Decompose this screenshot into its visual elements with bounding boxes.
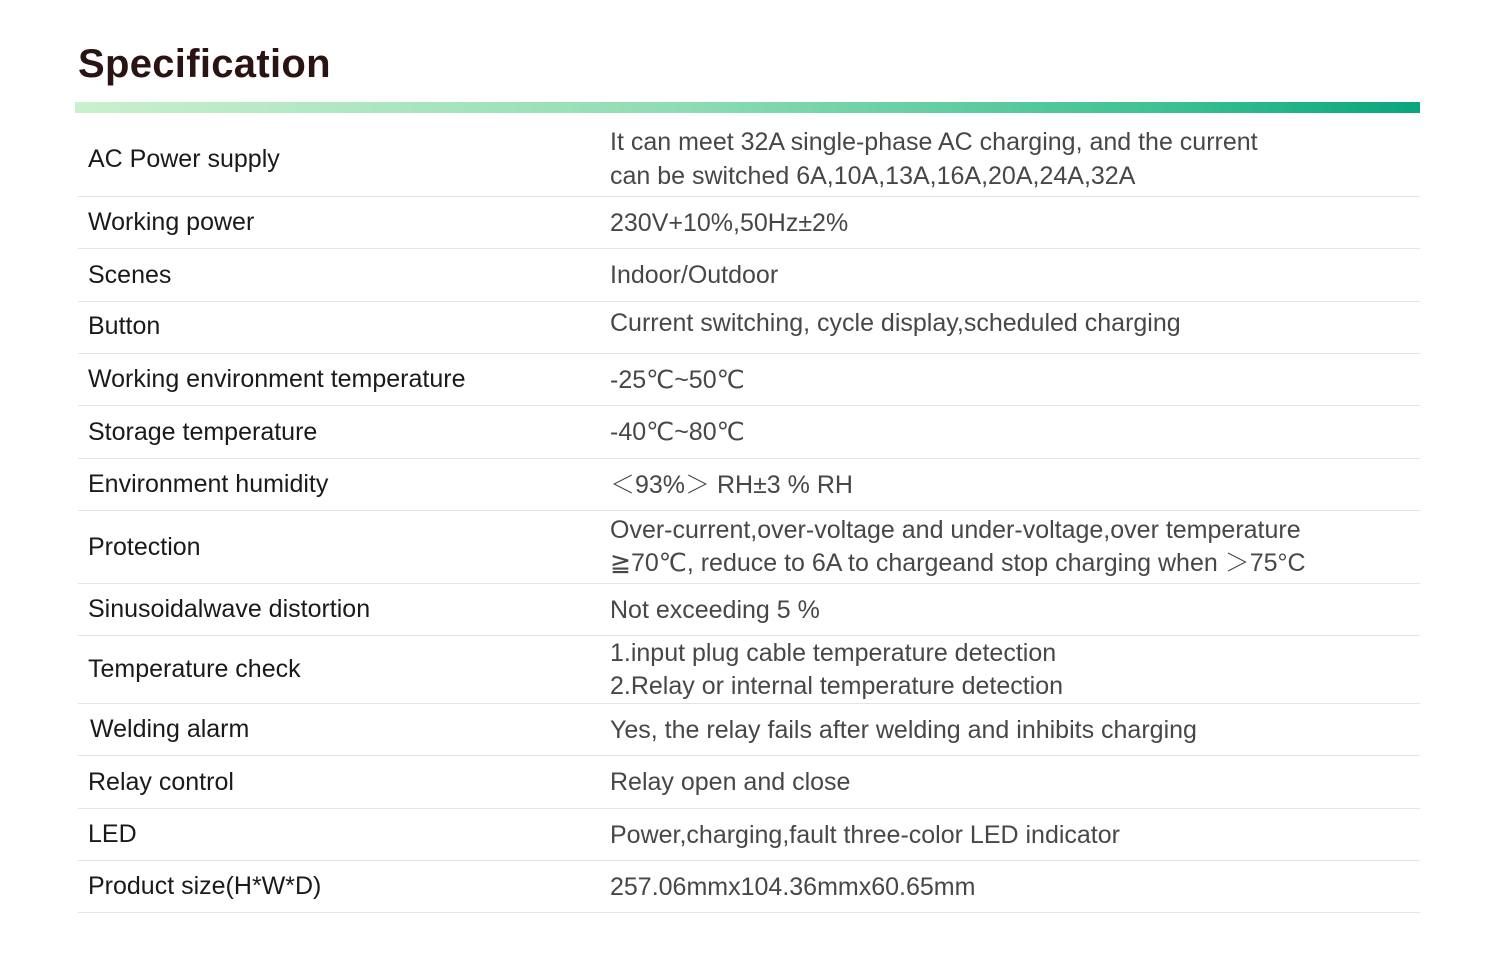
- spec-value: -25℃~50℃: [610, 365, 745, 394]
- table-row: [78, 459, 1420, 511]
- page-title: Specification: [78, 42, 331, 86]
- spec-value: Power,charging,fault three-color LED indicator: [610, 820, 1120, 849]
- spec-label: LED: [88, 820, 137, 848]
- spec-label: Storage temperature: [88, 417, 318, 446]
- spec-value: 257.06mmx104.36mmx60.65mm: [610, 872, 976, 901]
- table-row: [78, 704, 1420, 756]
- spec-label: AC Power supply: [88, 144, 280, 173]
- table-row: [78, 249, 1420, 302]
- table-row: [78, 861, 1420, 913]
- spec-label: Product size(H*W*D): [88, 872, 322, 900]
- spec-label: Environment humidity: [88, 470, 329, 498]
- table-row: [78, 809, 1420, 861]
- spec-label: Scenes: [88, 260, 172, 289]
- spec-value: Indoor/Outdoor: [610, 261, 779, 289]
- spec-label: Button: [88, 312, 161, 340]
- spec-value: Over-current,over-voltage and under-voltage,over temperature ≧70℃, reduce to 6A to chargeand stop charging when ＞75°C: [610, 516, 1306, 577]
- spec-value: ＜93%＞ RH±3 % RH: [610, 470, 853, 499]
- table-row: [78, 354, 1420, 406]
- table-row: [78, 636, 1420, 704]
- spec-label: Relay control: [88, 767, 234, 796]
- spec-value: Yes, the relay fails after welding and inhibits charging: [610, 715, 1197, 744]
- table-row: [78, 406, 1420, 459]
- spec-value: 1.input plug cable temperature detection 2.Relay or internal temperature detection: [610, 638, 1064, 700]
- spec-label: Sinusoidalwave distortion: [88, 595, 371, 623]
- spec-table: [78, 122, 1420, 913]
- spec-label: Welding alarm: [90, 715, 250, 743]
- table-row: [78, 511, 1420, 584]
- spec-value: Current switching, cycle display,scheduled charging: [610, 309, 1181, 337]
- spec-label: Temperature check: [88, 655, 301, 683]
- table-row: [78, 122, 1420, 197]
- spec-value: 230V+10%,50Hz±2%: [610, 208, 849, 237]
- spec-label: Working environment temperature: [88, 365, 466, 393]
- spec-value: It can meet 32A single-phase AC charging, and the current can be switched 6A,10A,13A,16A,20A,24A,32A: [610, 128, 1258, 190]
- table-row: [78, 302, 1420, 354]
- accent-divider: [75, 102, 1420, 113]
- table-row: [78, 756, 1420, 809]
- spec-value: Relay open and close: [610, 768, 851, 796]
- spec-value: Not exceeding 5 %: [610, 595, 820, 624]
- table-row: [78, 584, 1420, 636]
- spec-value: -40℃~80℃: [610, 418, 745, 446]
- table-row: [78, 197, 1420, 249]
- spec-label: Protection: [88, 532, 201, 561]
- spec-label: Working power: [88, 208, 255, 236]
